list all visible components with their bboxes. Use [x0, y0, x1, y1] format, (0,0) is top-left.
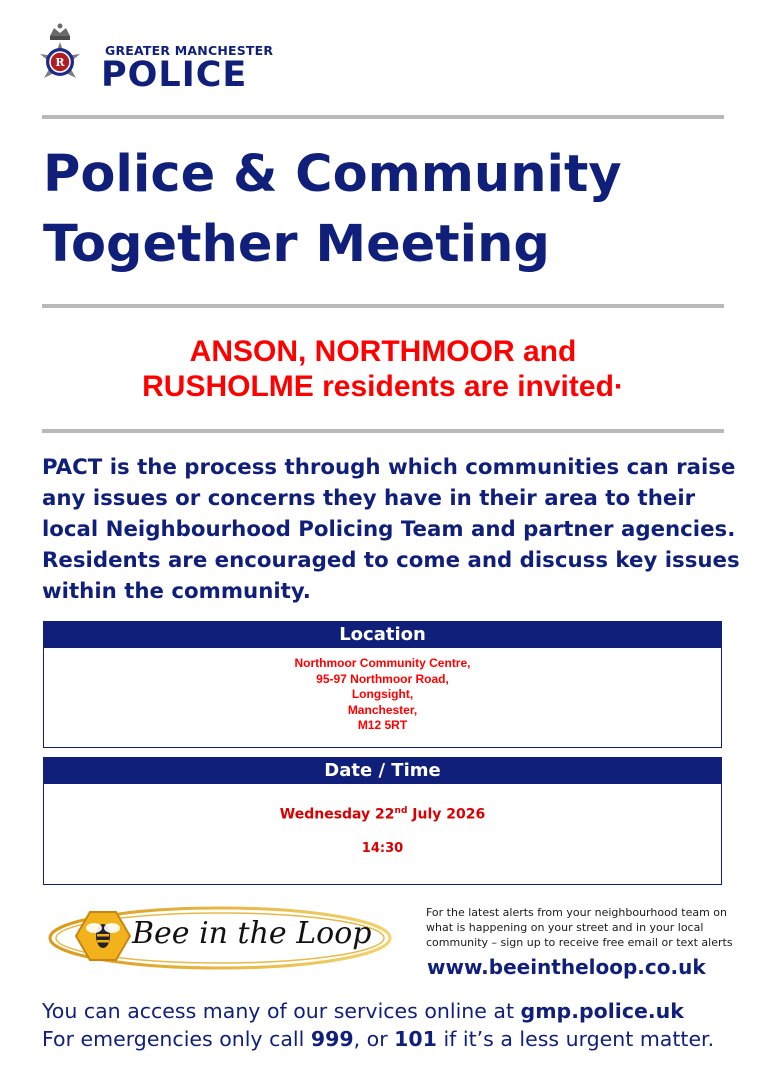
footer-text: You can access many of our services online at	[42, 999, 521, 1023]
footer-text: if it’s a less urgent matter.	[436, 1027, 715, 1051]
footer-text: , or	[353, 1027, 395, 1051]
invite-line-1: ANSON, NORTHMOOR and	[189, 335, 577, 368]
divider	[42, 115, 724, 119]
bee-blurb: For the latest alerts from your neighbourhood team on what is happening on your street and in your local community – sign up to receive free email or text alerts	[426, 906, 733, 949]
date-suffix: nd	[394, 806, 408, 816]
gmp-website-link[interactable]: gmp.police.uk	[520, 999, 684, 1023]
bee-url-link[interactable]: www.beeintheloop.co.uk	[427, 955, 706, 979]
address-line: Manchester,	[347, 702, 418, 717]
address-line: M12 5RT	[357, 718, 408, 732]
divider	[42, 429, 724, 433]
page-title	[43, 140, 743, 280]
meeting-date	[44, 784, 721, 823]
location-heading: Location	[44, 622, 721, 648]
intro-body: is the process through which communities can raise any issues or concerns they have in their area to their local Neighbourhood Policing Team and partner agencies. Residents are encouraged to come and discuss key issues within the community.	[42, 455, 740, 604]
bee-in-the-loop-logo	[42, 902, 392, 972]
location-address	[44, 648, 721, 734]
intro-paragraph	[42, 452, 742, 607]
datetime-box	[43, 757, 722, 885]
bee-logo-text: Bee in the Loop	[132, 916, 372, 951]
title-line-2: Together Meeting	[43, 215, 550, 274]
invite-line-2: RUSHOLME residents are invited·	[142, 370, 624, 403]
datetime-heading: Date / Time	[44, 758, 721, 784]
address-line: Longsight,	[351, 687, 414, 701]
org-name-small: GREATER MANCHESTER	[105, 43, 274, 58]
footer-text: For emergencies only call	[42, 1027, 311, 1051]
meeting-time: 14:30	[361, 840, 404, 856]
address-line: 95-97 Northmoor Road,	[316, 671, 449, 686]
footer-line-2	[42, 1025, 762, 1053]
org-name-big: POLICE	[101, 55, 248, 95]
footer-line-1	[42, 997, 762, 1025]
intro-lead: PACT	[42, 455, 103, 480]
footer	[42, 997, 762, 1053]
divider	[42, 304, 724, 308]
emergency-number: 999	[310, 1027, 354, 1051]
address-line: Northmoor Community Centre,	[294, 656, 471, 670]
title-line-1: Police & Community	[43, 145, 622, 204]
svg-text:R: R	[55, 56, 65, 69]
invitation-heading	[42, 334, 724, 404]
location-box	[43, 621, 722, 748]
non-emergency-number: 101	[394, 1027, 437, 1051]
date-rest: July 2026	[407, 806, 486, 823]
date-prefix: Wednesday 22	[279, 806, 395, 823]
gmp-crest-icon	[34, 22, 86, 98]
